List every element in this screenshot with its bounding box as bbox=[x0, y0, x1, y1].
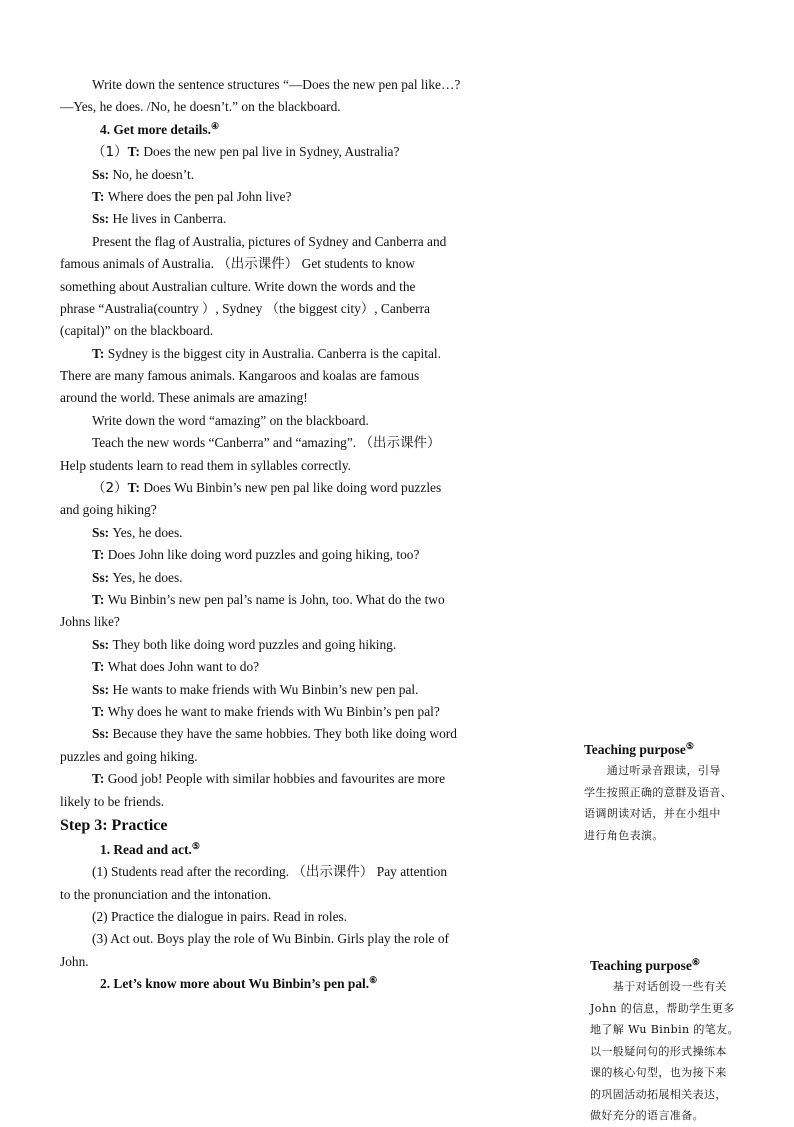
text-run: （出示课件） bbox=[359, 435, 441, 452]
text-line bbox=[60, 746, 535, 768]
text-line bbox=[60, 589, 535, 611]
text-run: Ss: bbox=[92, 211, 113, 227]
text-line bbox=[60, 320, 535, 342]
text-run: Does Wu Binbin’s new pen pal like doing word puzzles bbox=[143, 480, 442, 496]
text-run: There are many famous animals. Kangaroos and koalas are famous bbox=[60, 368, 420, 384]
text-run: to the pronunciation and the intonation. bbox=[60, 886, 272, 902]
lesson-plan-body bbox=[60, 74, 535, 996]
text-run: Help students learn to read them in syllables correctly. bbox=[60, 457, 352, 473]
note-line: 的巩固活动拓展相关表达， bbox=[590, 1087, 727, 1101]
note-line: 地了解 Wu Binbin 的笔友。 bbox=[590, 1023, 739, 1036]
text-run: Ss: bbox=[92, 524, 113, 540]
text-line bbox=[60, 701, 535, 723]
text-run: 1. Read and act. bbox=[100, 841, 192, 857]
text-run: （1） bbox=[92, 144, 128, 161]
text-run: 2. Let’s know more about Wu Binbin’s pen pal. bbox=[100, 976, 370, 992]
text-line bbox=[60, 973, 535, 995]
text-run: puzzles and going hiking. bbox=[60, 748, 198, 764]
footnote-marker: ⑤ bbox=[191, 840, 200, 851]
text-run: T: bbox=[92, 659, 108, 675]
text-run: Ss: bbox=[92, 726, 113, 742]
text-run: （2） bbox=[92, 480, 128, 497]
text-line bbox=[60, 276, 535, 298]
text-run: Where does the pen pal John live? bbox=[107, 188, 292, 204]
text-run: What does John want to do? bbox=[107, 659, 260, 675]
text-line bbox=[60, 387, 535, 409]
text-run: Because they have the same hobbies. They both like doing word bbox=[112, 726, 457, 742]
text-run: Does the new pen pal live in Sydney, Australia? bbox=[143, 144, 400, 160]
text-run: （出示课件） bbox=[217, 256, 299, 273]
text-line bbox=[60, 231, 535, 253]
text-run: (capital)” on the blackboard. bbox=[60, 323, 214, 339]
text-run: Why does he want to make friends with Wu Binbin’s pen pal? bbox=[107, 703, 440, 719]
note-line: 学生按照正确的意群及语音、 bbox=[584, 785, 733, 799]
text-run: Wu Binbin’s new pen pal’s name is John, too. What do the two bbox=[107, 591, 445, 607]
text-run: 4. Get more details. bbox=[100, 121, 211, 137]
text-run: Get students to know bbox=[298, 256, 416, 272]
text-line bbox=[60, 74, 535, 96]
note-title bbox=[590, 956, 770, 976]
note-body bbox=[590, 976, 770, 1127]
text-run: No, he doesn’t. bbox=[112, 166, 195, 182]
text-run: something about Australian culture. Write down the words and the bbox=[60, 278, 416, 294]
text-line bbox=[60, 186, 535, 208]
text-run: and going hiking? bbox=[60, 502, 157, 518]
text-run: He lives in Canberra. bbox=[112, 211, 227, 227]
text-line bbox=[60, 96, 535, 118]
text-run: They both like doing word puzzles and going hiking. bbox=[112, 636, 397, 652]
text-run: Does John like doing word puzzles and going hiking, too? bbox=[107, 547, 420, 563]
text-line bbox=[60, 253, 535, 275]
text-line bbox=[60, 119, 535, 141]
text-line bbox=[60, 455, 535, 477]
text-line bbox=[60, 499, 535, 521]
text-line bbox=[60, 656, 535, 678]
note-title-text: Teaching purpose bbox=[590, 958, 692, 973]
text-run: Yes, he does. bbox=[112, 524, 183, 540]
footnote-marker: ⑥ bbox=[691, 957, 700, 967]
text-run: Write down the word “amazing” on the blackboard. bbox=[92, 412, 369, 428]
text-run: Write down the sentence structures “—Does the new pen pal like…? bbox=[92, 77, 461, 92]
footnote-marker: ⑤ bbox=[685, 741, 694, 751]
text-line bbox=[60, 906, 535, 928]
text-run: Ss: bbox=[92, 636, 113, 652]
text-line bbox=[60, 567, 535, 589]
text-line bbox=[60, 343, 535, 365]
note-body bbox=[584, 760, 764, 846]
text-line bbox=[60, 208, 535, 230]
note-line: 进行角色表演。 bbox=[584, 828, 664, 842]
text-line bbox=[60, 410, 535, 432]
text-line bbox=[60, 544, 535, 566]
text-line bbox=[60, 768, 535, 790]
text-run: （出示课件） bbox=[292, 864, 374, 881]
text-line bbox=[60, 611, 535, 633]
text-run: (2) Practice the dialogue in pairs. Read in roles. bbox=[92, 909, 348, 925]
section-heading bbox=[60, 813, 535, 839]
text-run: (1) Students read after the recording. bbox=[92, 864, 293, 880]
note-title-text: Teaching purpose bbox=[584, 742, 686, 757]
text-run: T: bbox=[92, 345, 108, 361]
text-run: T: bbox=[92, 771, 108, 787]
text-run: Yes, he does. bbox=[112, 569, 183, 585]
text-line bbox=[60, 839, 535, 861]
text-line bbox=[60, 634, 535, 656]
text-run: Johns like? bbox=[60, 614, 120, 630]
text-run: likely to be friends. bbox=[60, 793, 165, 809]
text-run: Ss: bbox=[92, 569, 113, 585]
text-run: (3) Act out. Boys play the role of Wu Binbin. Girls play the role of bbox=[92, 931, 449, 947]
text-line bbox=[60, 884, 535, 906]
text-run: Pay attention bbox=[373, 864, 448, 880]
note-line: 基于对话创设一些有关 bbox=[590, 980, 727, 993]
text-line bbox=[60, 365, 535, 387]
text-line bbox=[60, 164, 535, 186]
text-run: Good job! People with similar hobbies and favourites are more bbox=[107, 771, 446, 787]
text-run: phrase “Australia(country ）, Sydney （the biggest city）, Canberra bbox=[60, 300, 431, 316]
note-line: 课的核心句型，也为接下来 bbox=[590, 1066, 727, 1079]
text-line bbox=[60, 141, 535, 163]
text-line bbox=[60, 791, 535, 813]
footnote-marker: ④ bbox=[210, 120, 220, 131]
text-run: John. bbox=[60, 953, 89, 969]
text-line bbox=[60, 522, 535, 544]
text-line bbox=[60, 861, 535, 883]
text-run: Teach the new words “Canberra” and “amazing”. bbox=[92, 435, 360, 451]
text-line bbox=[60, 951, 535, 973]
note-line: 通过听录音跟读，引导 bbox=[584, 764, 721, 777]
text-run: —Yes, he does. /No, he doesn’t.” on the blackboard. bbox=[60, 99, 341, 115]
text-line bbox=[60, 679, 535, 701]
text-run: T: bbox=[127, 480, 144, 496]
text-run: Ss: bbox=[92, 166, 113, 182]
text-run: around the world. These animals are amazing! bbox=[60, 390, 308, 406]
note-title bbox=[584, 740, 764, 760]
note-line: John 的信息，帮助学生更多 bbox=[590, 1001, 735, 1015]
text-run: He wants to make friends with Wu Binbin’s new pen pal. bbox=[112, 681, 419, 697]
text-line bbox=[60, 298, 535, 320]
text-line bbox=[60, 928, 535, 950]
text-run: Step 3: Practice bbox=[60, 816, 168, 834]
text-run: famous animals of Australia. bbox=[60, 256, 218, 272]
text-run: T: bbox=[92, 547, 108, 563]
footnote-marker: ⑥ bbox=[369, 975, 378, 986]
note-line: 做好充分的语言准备。 bbox=[590, 1109, 704, 1122]
text-line bbox=[60, 432, 535, 454]
teaching-purpose-note-5 bbox=[584, 740, 764, 846]
text-line bbox=[60, 723, 535, 745]
text-run: Present the flag of Australia, pictures of Sydney and Canberra and bbox=[92, 233, 447, 249]
text-run: T: bbox=[92, 188, 108, 204]
text-run: T: bbox=[92, 591, 108, 607]
text-line bbox=[60, 477, 535, 499]
text-run: T: bbox=[92, 703, 108, 719]
note-line: 以一般疑问句的形式操练本 bbox=[590, 1044, 727, 1058]
text-run: Sydney is the biggest city in Australia. Canberra is the capital. bbox=[107, 345, 441, 361]
text-run: T: bbox=[127, 144, 144, 160]
teaching-purpose-note-6 bbox=[590, 956, 770, 1127]
note-line: 语调朗读对话，并在小组中 bbox=[584, 807, 721, 820]
text-run: Ss: bbox=[92, 681, 113, 697]
